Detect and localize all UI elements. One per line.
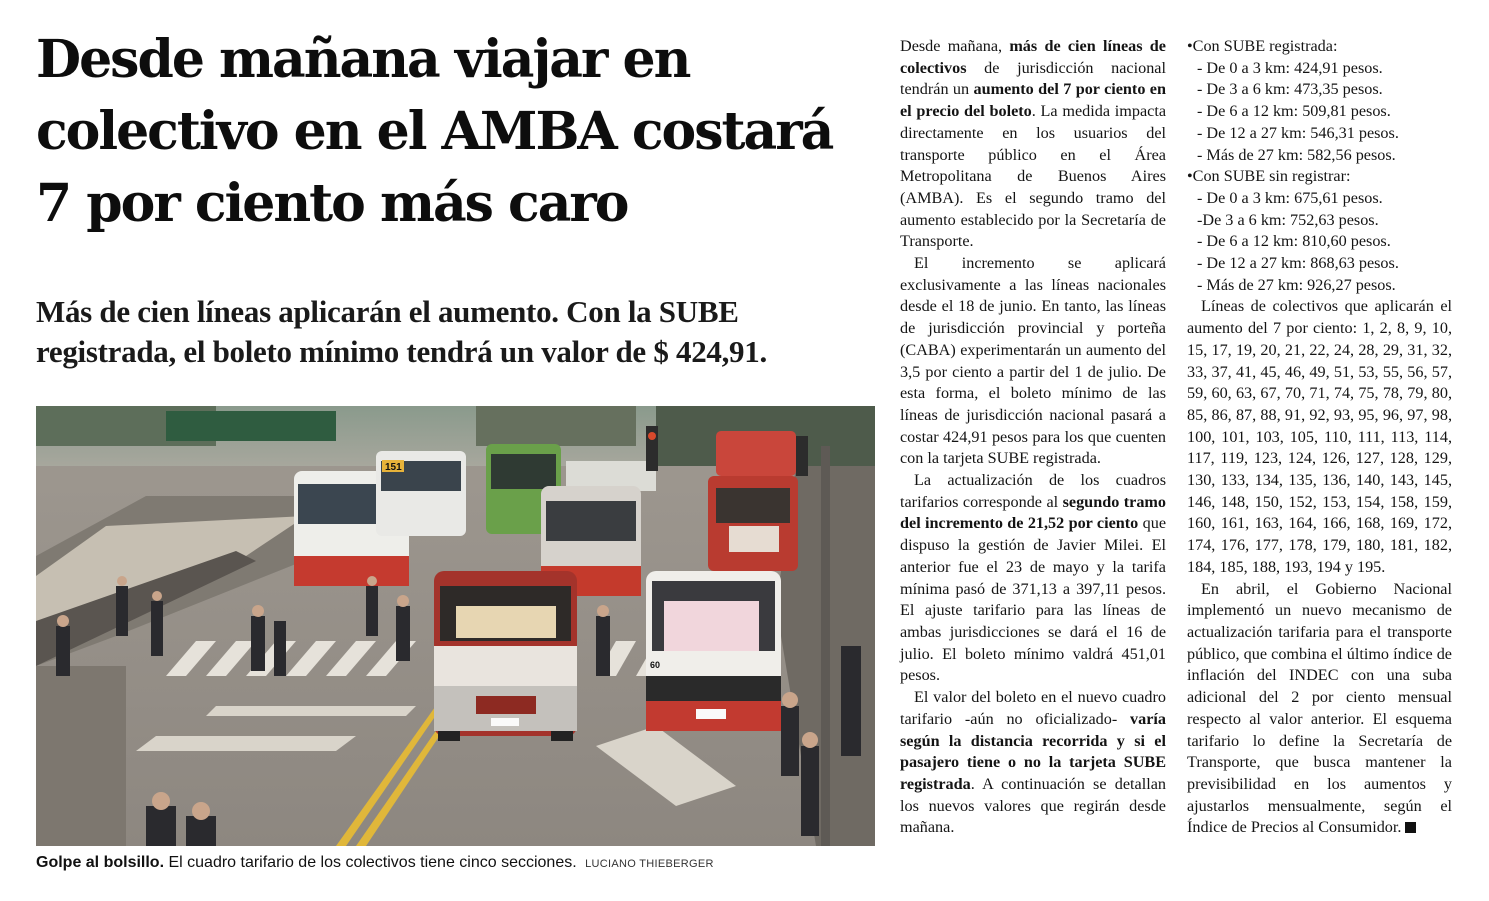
p4-text-c: . A continuación se detallan los nuevos valores que regirán desde mañana. — [900, 774, 1166, 837]
news-photo — [36, 406, 875, 846]
fare-item: - Más de 27 km: 926,27 pesos. — [1197, 275, 1396, 294]
fare-item: - Más de 27 km: 582,56 pesos. — [1197, 145, 1396, 164]
p3-text-c: que dispuso la gestión de Javier Milei. El anterior fue el 23 de mayo y la tarifa mínima pasó de 371,13 a 397,11 pesos. El ajuste tarifario para las líneas de ambas jurisdicciones se dará el 16 de julio. El boleto mínimo valdrá 451,01 pesos. — [900, 514, 1166, 685]
bus-route-sign-151: 151 — [385, 462, 402, 473]
fare-item: - De 3 a 6 km: 473,35 pesos. — [1197, 80, 1383, 99]
headline: Desde mañana viajar en colectivo en el AMBA costará 7 por ciento más caro — [36, 29, 833, 234]
fare-item: - De 0 a 3 km: 424,91 pesos. — [1197, 58, 1383, 77]
registered-fares-title: •Con SUBE registrada: — [1187, 37, 1338, 55]
p1-bold-d: aumento del 7 por ciento en el precio del boleto — [900, 80, 1166, 121]
end-of-article-mark — [1405, 822, 1416, 833]
paragraph-3 — [900, 470, 1166, 687]
p1-text-c: de jurisdicción nacional tendrán un — [900, 58, 1166, 99]
p1-bold-b: más de cien líneas de colectivos — [900, 37, 1166, 77]
p1-text-e: . La medida impacta directamente en los usuarios del transporte público en el Área Metropolitana de Buenos Aires (AMBA). Es el segundo tramo del aumento establecido por la Secretaría de Transporte. — [900, 102, 1166, 251]
caption-text: El cuadro tarifario de los colectivos tiene cinco secciones. — [168, 854, 577, 871]
fare-item: - De 6 a 12 km: 509,81 pesos. — [1197, 102, 1391, 121]
p1-text-a: Desde mañana, — [900, 37, 1010, 55]
paragraph-2: El incremento se aplicará exclusivamente a las líneas nacionales desde el 18 de junio. En tanto, las líneas de jurisdicción provincial y porteña (CABA) experimentarán un aumento del 3,5 por ciento a partir del 1 de julio. De esta forma, el boleto mínimo de las líneas de jurisdicción nacional pasará a costar 424,91 pesos para los que cuenten con la tarjeta SUBE registrada. — [900, 254, 1166, 468]
paragraph-6 — [1187, 579, 1452, 839]
fare-item: - De 12 a 27 km: 546,31 pesos. — [1197, 123, 1399, 142]
fare-item: - De 12 a 27 km: 868,63 pesos. — [1197, 254, 1399, 273]
bus-street-photo — [36, 406, 875, 846]
photo-caption — [36, 852, 876, 875]
p4-text-a: El valor del boleto en el nuevo cuadro tarifario -aún no oficializado- — [900, 688, 1166, 728]
fare-item: - De 0 a 3 km: 675,61 pesos. — [1197, 188, 1383, 207]
p6-text: En abril, el Gobierno Nacional implementó un nuevo mecanismo de actualización tarifaria para el transporte público, que combina el último índice de inflación del INDEC con una suba adicional del 2 por ciento mensual respecto al valor anterior. El esquema tarifario lo define la Secretaría de Transporte, que busca mantener la previsibilidad en los aumentos y ajustarlos mensualmente, según el Índice de Precios al Consumidor. — [1187, 579, 1452, 837]
p3-text-a: La actualización de los cuadros tarifarios corresponde al — [900, 471, 1166, 511]
photo-credit: LUCIANO THIEBERGER — [585, 858, 714, 870]
caption-lead: Golpe al bolsillo. — [36, 854, 165, 871]
paragraph-4 — [900, 687, 1166, 839]
article-column-1 — [900, 36, 1166, 839]
paragraph-bus-lines: Líneas de colectivos que aplicarán el aumento del 7 por ciento: 1, 2, 8, 9, 10, 15, 17, 19, 20, 21, 22, 24, 28, 29, 31, 32, 33, 37, 41, 45, 46, 49, 51, 53, 55, 56, 57, 59, 60, 63, 67, 70, 71, 74, 75, 78, 79, 80, 85, 86, 87, 88, 91, 92, 93, 95, 96, 97, 98, 100, 101, 103, 105, 110, 111, 113, 114, 117, 119, 123, 124, 126, 127, 128, 129, 130, 133, 134, 135, 136, 140, 143, 145, 146, 148, 150, 152, 153, 154, 158, 159, 160, 161, 163, 164, 166, 168, 169, 172, 174, 176, 177, 178, 179, 180, 181, 182, 184, 185, 188, 193, 194 y 195. — [1187, 297, 1452, 576]
unregistered-fares-title: •Con SUBE sin registrar: — [1187, 167, 1351, 186]
p4-bold-b: varía según la distancia recorrida y si el pasajero tiene o no la tarjeta SUBE registrada — [900, 709, 1166, 793]
paragraph-1 — [900, 36, 1166, 253]
article-column-2 — [1187, 36, 1452, 839]
p3-bold-b: segundo tramo del incremento de 21,52 por ciento — [900, 492, 1166, 533]
fare-item: - De 6 a 12 km: 810,60 pesos. — [1197, 232, 1391, 251]
fare-item: -De 3 a 6 km: 752,63 pesos. — [1197, 210, 1379, 229]
subheadline: Más de cien líneas aplicarán el aumento. Con la SUBE registrada, el boleto mínimo tendrá un valor de $ 424,91. — [36, 294, 767, 369]
bus-route-sign-60: 60 — [650, 660, 661, 670]
